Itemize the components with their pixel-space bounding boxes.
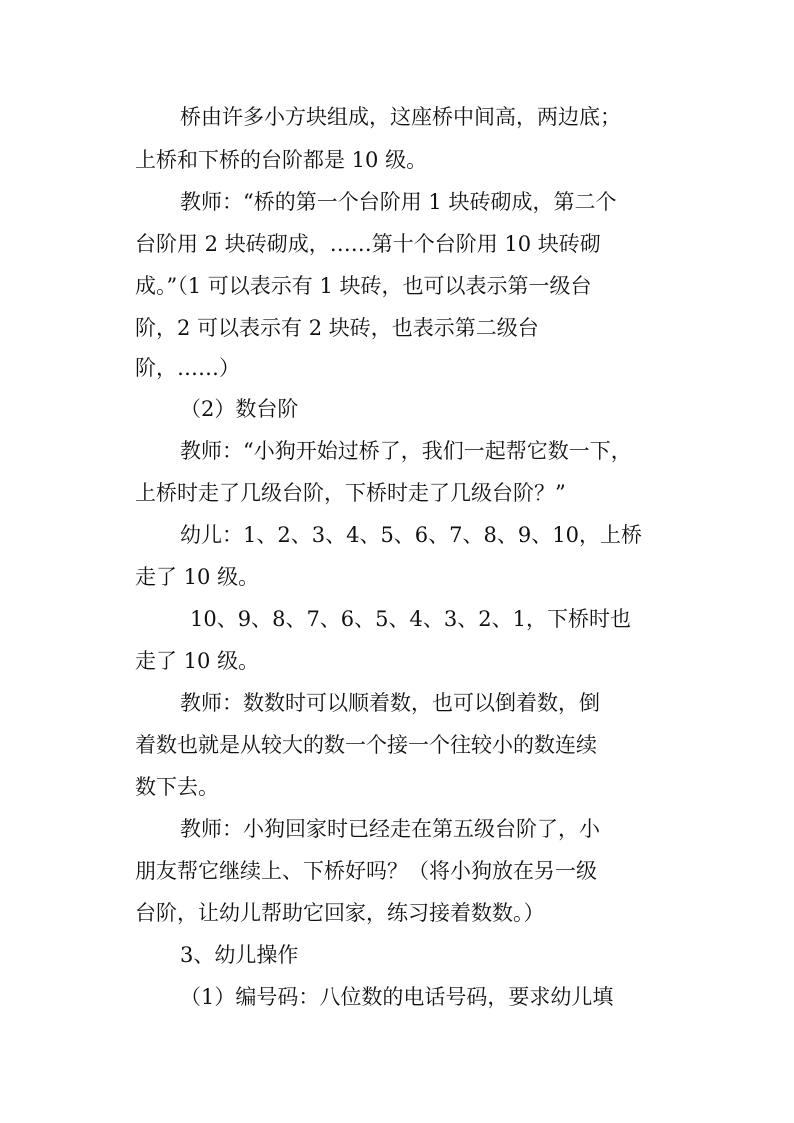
- text-line: 上桥时走了几级台阶，下桥时走了几级台阶？”: [135, 481, 566, 505]
- text-line: 教师：“桥的第一个台阶用 1 块砖砌成，第二个: [180, 190, 617, 214]
- text-line: 阶，2 可以表示有 2 块砖，也表示第二级台: [135, 316, 539, 340]
- text-line: 着数也就是从较大的数一个接一个往较小的数连续: [135, 733, 597, 757]
- text-line: 阶，……）: [135, 356, 240, 380]
- text-line: （1）编号码：八位数的电话号码，要求幼儿填: [180, 985, 614, 1009]
- text-line: 走了 10 级。: [135, 565, 260, 589]
- text-line: 成。”（1 可以表示有 1 块砖，也可以表示第一级台: [135, 274, 592, 298]
- text-line: 上桥和下桥的台阶都是 10 级。: [135, 148, 428, 172]
- text-line: 台阶，让幼儿帮助它回家，练习接着数数。）: [135, 901, 545, 925]
- text-line: 朋友帮它继续上、下桥好吗？（将小狗放在另一级: [135, 859, 597, 883]
- text-line: 幼儿：1、2、3、4、5、6、7、8、9、10，上桥: [180, 523, 642, 547]
- text-line: 10、9、8、7、6、5、4、3、2、1，下桥时也: [190, 607, 631, 631]
- text-line: 走了 10 级。: [135, 649, 260, 673]
- section-heading: （2）数台阶: [180, 397, 299, 421]
- text-line: 教师：“小狗开始过桥了，我们一起帮它数一下，: [180, 439, 632, 463]
- text-line: 教师：小狗回家时已经走在第五级台阶了，小: [180, 817, 600, 841]
- text-line: 台阶用 2 块砖砌成，……第十个台阶用 10 块砖砌: [135, 232, 601, 256]
- text-line: 数下去。: [135, 775, 219, 799]
- text-line: 教师：数数时可以顺着数，也可以倒着数，倒: [180, 691, 600, 715]
- text-line: 桥由许多小方块组成，这座桥中间高，两边底；: [180, 105, 621, 129]
- section-heading: 3、幼儿操作: [180, 943, 299, 967]
